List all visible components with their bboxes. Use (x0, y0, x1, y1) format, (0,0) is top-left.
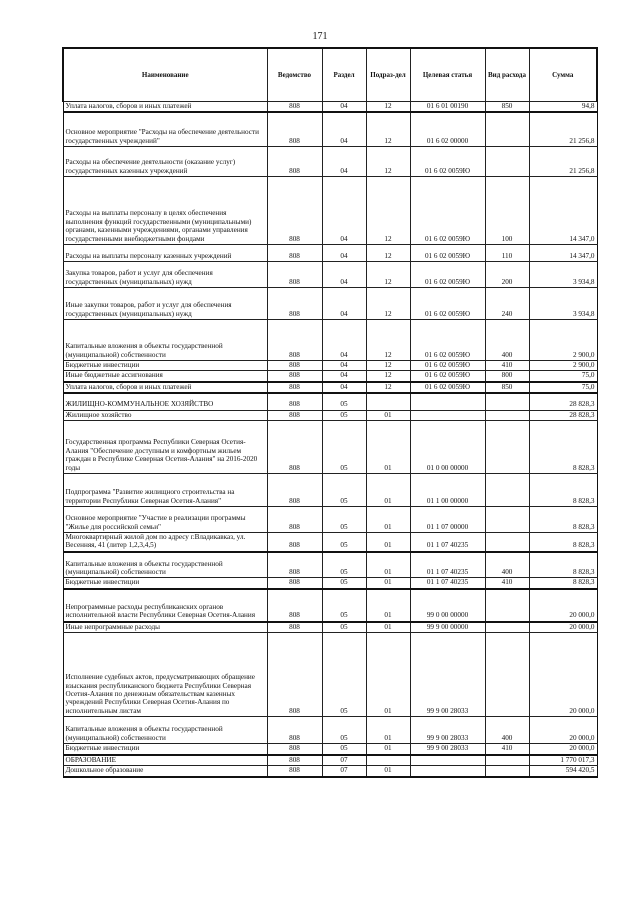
table-row (63, 507, 597, 533)
row-amount-cell: 75,0 (529, 371, 597, 382)
row-expense-type-cell (485, 589, 529, 622)
row-amount-cell: 20 000,0 (529, 622, 597, 633)
row-name-cell: Иные непрограммные расходы (63, 622, 267, 633)
row-target-cell: 01 0 00 00000 (410, 421, 485, 474)
row-expense-type-cell (485, 146, 529, 176)
table-row (63, 622, 597, 633)
row-subsection-cell: 01 (366, 552, 410, 578)
row-department-cell: 808 (267, 633, 322, 717)
row-expense-type-cell: 400 (485, 552, 529, 578)
row-department-cell: 808 (267, 766, 322, 777)
row-section-cell: 04 (322, 146, 366, 176)
table-row (63, 552, 597, 578)
row-department-cell: 808 (267, 755, 322, 766)
row-amount-cell: 8 828,3 (529, 533, 597, 552)
row-name-cell: Уплата налогов, сборов и иных платежей (63, 102, 267, 113)
row-department-cell: 808 (267, 146, 322, 176)
row-section-cell: 05 (322, 474, 366, 507)
table-row (63, 287, 597, 319)
table-row (63, 393, 597, 410)
row-subsection-cell: 12 (366, 371, 410, 382)
row-target-cell: 99 9 00 28033 (410, 717, 485, 744)
row-department-cell: 808 (267, 410, 322, 420)
row-amount-cell: 8 828,3 (529, 507, 597, 533)
row-subsection-cell: 12 (366, 319, 410, 360)
row-section-cell: 04 (322, 261, 366, 287)
row-section-cell: 05 (322, 393, 366, 410)
header-name: Наименование (63, 48, 267, 102)
row-amount-cell: 2 900,0 (529, 360, 597, 370)
row-name-cell: Исполнение судебных актов, предусматривающих обращение взыскания республиканского бюджета Республики Северная Осетия-Алания по денежным обязательствам казенных учреждений Республики Северная Осетия-Алания по исполнительным листам (63, 633, 267, 717)
row-name-cell: Бюджетные инвестиции (63, 360, 267, 370)
row-department-cell: 808 (267, 112, 322, 146)
row-expense-type-cell (485, 766, 529, 777)
row-section-cell: 04 (322, 382, 366, 393)
row-subsection-cell: 01 (366, 533, 410, 552)
row-department-cell: 808 (267, 717, 322, 744)
row-target-cell: 01 6 02 0059Ю (410, 287, 485, 319)
header-subsection: Подраз-дел (366, 48, 410, 102)
row-expense-type-cell (485, 533, 529, 552)
row-name-cell: Расходы на обеспечение деятельности (оказание услуг) государственных казенных учреждений (63, 146, 267, 176)
row-name-cell: Расходы на выплаты персоналу в целях обеспечения выполнения функций государственными (муниципальными) органами, казенными учреждениями, органами управления государственными внебюджетными фондами (63, 176, 267, 244)
row-section-cell: 04 (322, 287, 366, 319)
row-subsection-cell: 01 (366, 717, 410, 744)
row-section-cell: 05 (322, 578, 366, 589)
row-expense-type-cell: 100 (485, 176, 529, 244)
row-target-cell: 01 6 02 0059Ю (410, 176, 485, 244)
row-name-cell: Иные бюджетные ассигнования (63, 371, 267, 382)
row-expense-type-cell (485, 633, 529, 717)
row-target-cell: 01 6 02 0059Ю (410, 146, 485, 176)
row-amount-cell: 8 828,3 (529, 421, 597, 474)
row-amount-cell: 75,0 (529, 382, 597, 393)
row-name-cell: Подпрограмма "Развитие жилищного строительства на территории Республики Северная Осетия-Алания" (63, 474, 267, 507)
row-name-cell: Капитальные вложения в объекты государственной (муниципальной) собственности (63, 552, 267, 578)
row-department-cell: 808 (267, 421, 322, 474)
table-row (63, 755, 597, 766)
header-expense-type: Вид расхода (485, 48, 529, 102)
row-expense-type-cell: 400 (485, 717, 529, 744)
row-expense-type-cell (485, 421, 529, 474)
row-subsection-cell (366, 393, 410, 410)
row-expense-type-cell: 410 (485, 578, 529, 589)
row-target-cell: 99 9 00 00000 (410, 622, 485, 633)
row-section-cell: 04 (322, 360, 366, 370)
row-name-cell: Капитальные вложения в объекты государственной (муниципальной) собственности (63, 319, 267, 360)
row-section-cell: 05 (322, 622, 366, 633)
row-subsection-cell: 12 (366, 360, 410, 370)
row-target-cell: 01 6 01 00190 (410, 102, 485, 113)
row-expense-type-cell: 200 (485, 261, 529, 287)
header-row (63, 48, 597, 102)
row-subsection-cell: 01 (366, 633, 410, 717)
row-name-cell: Уплата налогов, сборов и иных платежей (63, 382, 267, 393)
row-department-cell: 808 (267, 552, 322, 578)
row-department-cell: 808 (267, 578, 322, 589)
table-row (63, 360, 597, 370)
row-target-cell: 01 6 02 0059Ю (410, 319, 485, 360)
row-department-cell: 808 (267, 744, 322, 755)
row-subsection-cell (366, 755, 410, 766)
row-subsection-cell: 12 (366, 261, 410, 287)
row-subsection-cell: 01 (366, 421, 410, 474)
table-row (63, 474, 597, 507)
row-name-cell: ЖИЛИЩНО-КОММУНАЛЬНОЕ ХОЗЯЙСТВО (63, 393, 267, 410)
row-amount-cell: 594 420,5 (529, 766, 597, 777)
table-row (63, 244, 597, 261)
row-section-cell: 04 (322, 319, 366, 360)
table-row (63, 102, 597, 113)
row-expense-type-cell (485, 410, 529, 420)
row-subsection-cell: 01 (366, 474, 410, 507)
row-department-cell: 808 (267, 393, 322, 410)
row-subsection-cell: 01 (366, 744, 410, 755)
table-body (63, 102, 597, 777)
row-amount-cell: 8 828,3 (529, 552, 597, 578)
row-expense-type-cell (485, 507, 529, 533)
row-department-cell: 808 (267, 360, 322, 370)
row-section-cell: 05 (322, 421, 366, 474)
row-subsection-cell: 01 (366, 766, 410, 777)
row-name-cell: Государственная программа Республики Северная Осетия-Алания "Обеспечение доступным и комфортным жильем граждан в Республике Северная Осетия-Алания" на 2016-2020 годы (63, 421, 267, 474)
row-subsection-cell: 01 (366, 410, 410, 420)
row-department-cell: 808 (267, 507, 322, 533)
row-department-cell: 808 (267, 319, 322, 360)
row-amount-cell: 21 256,8 (529, 112, 597, 146)
row-target-cell: 01 1 00 00000 (410, 474, 485, 507)
row-target-cell: 01 1 07 40235 (410, 552, 485, 578)
row-section-cell: 05 (322, 589, 366, 622)
row-target-cell (410, 410, 485, 420)
row-expense-type-cell: 110 (485, 244, 529, 261)
row-amount-cell: 14 347,0 (529, 176, 597, 244)
row-target-cell: 01 1 07 00000 (410, 507, 485, 533)
table-row (63, 261, 597, 287)
header-target: Целевая статья (410, 48, 485, 102)
row-target-cell: 99 0 00 00000 (410, 589, 485, 622)
row-department-cell: 808 (267, 533, 322, 552)
row-department-cell: 808 (267, 102, 322, 113)
row-name-cell: Бюджетные инвестиции (63, 744, 267, 755)
row-expense-type-cell (485, 112, 529, 146)
row-subsection-cell: 01 (366, 589, 410, 622)
row-target-cell: 01 1 07 40235 (410, 578, 485, 589)
row-section-cell: 05 (322, 533, 366, 552)
row-department-cell: 808 (267, 382, 322, 393)
row-section-cell: 04 (322, 112, 366, 146)
row-department-cell: 808 (267, 261, 322, 287)
row-department-cell: 808 (267, 371, 322, 382)
row-subsection-cell: 01 (366, 507, 410, 533)
row-target-cell: 01 1 07 40235 (410, 533, 485, 552)
row-section-cell: 04 (322, 244, 366, 261)
row-name-cell: Основное мероприятие "Расходы на обеспечение деятельности государственных учреждений" (63, 112, 267, 146)
row-expense-type-cell: 850 (485, 102, 529, 113)
row-expense-type-cell: 410 (485, 360, 529, 370)
row-subsection-cell: 01 (366, 622, 410, 633)
row-target-cell: 01 6 02 0059Ю (410, 360, 485, 370)
row-amount-cell: 3 934,8 (529, 287, 597, 319)
row-target-cell (410, 393, 485, 410)
table-row (63, 410, 597, 420)
row-subsection-cell: 01 (366, 578, 410, 589)
row-section-cell: 04 (322, 176, 366, 244)
row-section-cell: 05 (322, 410, 366, 420)
row-amount-cell: 8 828,3 (529, 578, 597, 589)
row-section-cell: 07 (322, 766, 366, 777)
row-expense-type-cell: 240 (485, 287, 529, 319)
table-row (63, 112, 597, 146)
row-name-cell: Непрограммные расходы республиканских органов исполнительной власти Республики Северная Осетия-Алания (63, 589, 267, 622)
row-target-cell: 01 6 02 0059Ю (410, 371, 485, 382)
row-target-cell: 99 9 00 28033 (410, 633, 485, 717)
row-amount-cell: 20 000,0 (529, 717, 597, 744)
row-expense-type-cell (485, 474, 529, 507)
row-section-cell: 04 (322, 371, 366, 382)
row-subsection-cell: 12 (366, 176, 410, 244)
row-amount-cell: 20 000,0 (529, 589, 597, 622)
row-amount-cell: 1 770 017,3 (529, 755, 597, 766)
row-name-cell: Расходы на выплаты персоналу казенных учреждений (63, 244, 267, 261)
row-target-cell: 01 6 02 0059Ю (410, 382, 485, 393)
row-subsection-cell: 12 (366, 102, 410, 113)
row-amount-cell: 21 256,8 (529, 146, 597, 176)
budget-table (62, 47, 598, 778)
row-section-cell: 05 (322, 633, 366, 717)
row-amount-cell: 3 934,8 (529, 261, 597, 287)
row-department-cell: 808 (267, 474, 322, 507)
row-expense-type-cell (485, 622, 529, 633)
row-name-cell: Закупка товаров, работ и услуг для обеспечения государственных (муниципальных) нужд (63, 261, 267, 287)
row-amount-cell: 28 828,3 (529, 393, 597, 410)
header-department: Ведомство (267, 48, 322, 102)
header-section: Раздел (322, 48, 366, 102)
row-amount-cell: 14 347,0 (529, 244, 597, 261)
table-row (63, 371, 597, 382)
row-amount-cell: 2 900,0 (529, 319, 597, 360)
row-expense-type-cell: 800 (485, 371, 529, 382)
row-subsection-cell: 12 (366, 146, 410, 176)
row-amount-cell: 8 828,3 (529, 474, 597, 507)
row-department-cell: 808 (267, 287, 322, 319)
row-name-cell: Многоквартирный жилой дом по адресу г.Владикавказ, ул. Весенняя, 41 (литер 1,2,3,4,5) (63, 533, 267, 552)
row-subsection-cell: 12 (366, 382, 410, 393)
table-row (63, 744, 597, 755)
row-target-cell: 01 6 02 0059Ю (410, 244, 485, 261)
row-section-cell: 07 (322, 755, 366, 766)
row-subsection-cell: 12 (366, 244, 410, 261)
row-amount-cell: 94,8 (529, 102, 597, 113)
table-row (63, 717, 597, 744)
row-section-cell: 05 (322, 507, 366, 533)
table-row (63, 533, 597, 552)
row-department-cell: 808 (267, 244, 322, 261)
row-amount-cell: 28 828,3 (529, 410, 597, 420)
row-amount-cell: 20 000,0 (529, 744, 597, 755)
row-subsection-cell: 12 (366, 287, 410, 319)
table-row (63, 176, 597, 244)
header-amount: Сумма (529, 48, 597, 102)
row-department-cell: 808 (267, 622, 322, 633)
row-target-cell: 01 6 02 00000 (410, 112, 485, 146)
row-expense-type-cell: 400 (485, 319, 529, 360)
row-expense-type-cell (485, 755, 529, 766)
row-section-cell: 05 (322, 744, 366, 755)
row-name-cell: Жилищное хозяйство (63, 410, 267, 420)
row-section-cell: 05 (322, 717, 366, 744)
row-name-cell: Дошкольное образование (63, 766, 267, 777)
table-row (63, 633, 597, 717)
table-row (63, 319, 597, 360)
page-number: 171 (312, 31, 328, 42)
table-row (63, 382, 597, 393)
row-name-cell: Иные закупки товаров, работ и услуг для обеспечения государственных (муниципальных) нужд (63, 287, 267, 319)
row-section-cell: 04 (322, 102, 366, 113)
row-target-cell: 01 6 02 0059Ю (410, 261, 485, 287)
table-row (63, 766, 597, 777)
row-department-cell: 808 (267, 176, 322, 244)
row-department-cell: 808 (267, 589, 322, 622)
row-target-cell (410, 755, 485, 766)
table-row (63, 589, 597, 622)
row-expense-type-cell: 410 (485, 744, 529, 755)
row-subsection-cell: 12 (366, 112, 410, 146)
row-target-cell: 99 9 00 28033 (410, 744, 485, 755)
row-target-cell (410, 766, 485, 777)
row-name-cell: Бюджетные инвестиции (63, 578, 267, 589)
row-expense-type-cell (485, 393, 529, 410)
row-expense-type-cell: 850 (485, 382, 529, 393)
table-row (63, 421, 597, 474)
row-name-cell: ОБРАЗОВАНИЕ (63, 755, 267, 766)
table-row (63, 578, 597, 589)
row-section-cell: 05 (322, 552, 366, 578)
row-name-cell: Капитальные вложения в объекты государственной (муниципальной) собственности (63, 717, 267, 744)
row-name-cell: Основное мероприятие "Участие в реализации программы "Жилье для российской семьи" (63, 507, 267, 533)
table-row (63, 146, 597, 176)
row-amount-cell: 20 000,0 (529, 633, 597, 717)
